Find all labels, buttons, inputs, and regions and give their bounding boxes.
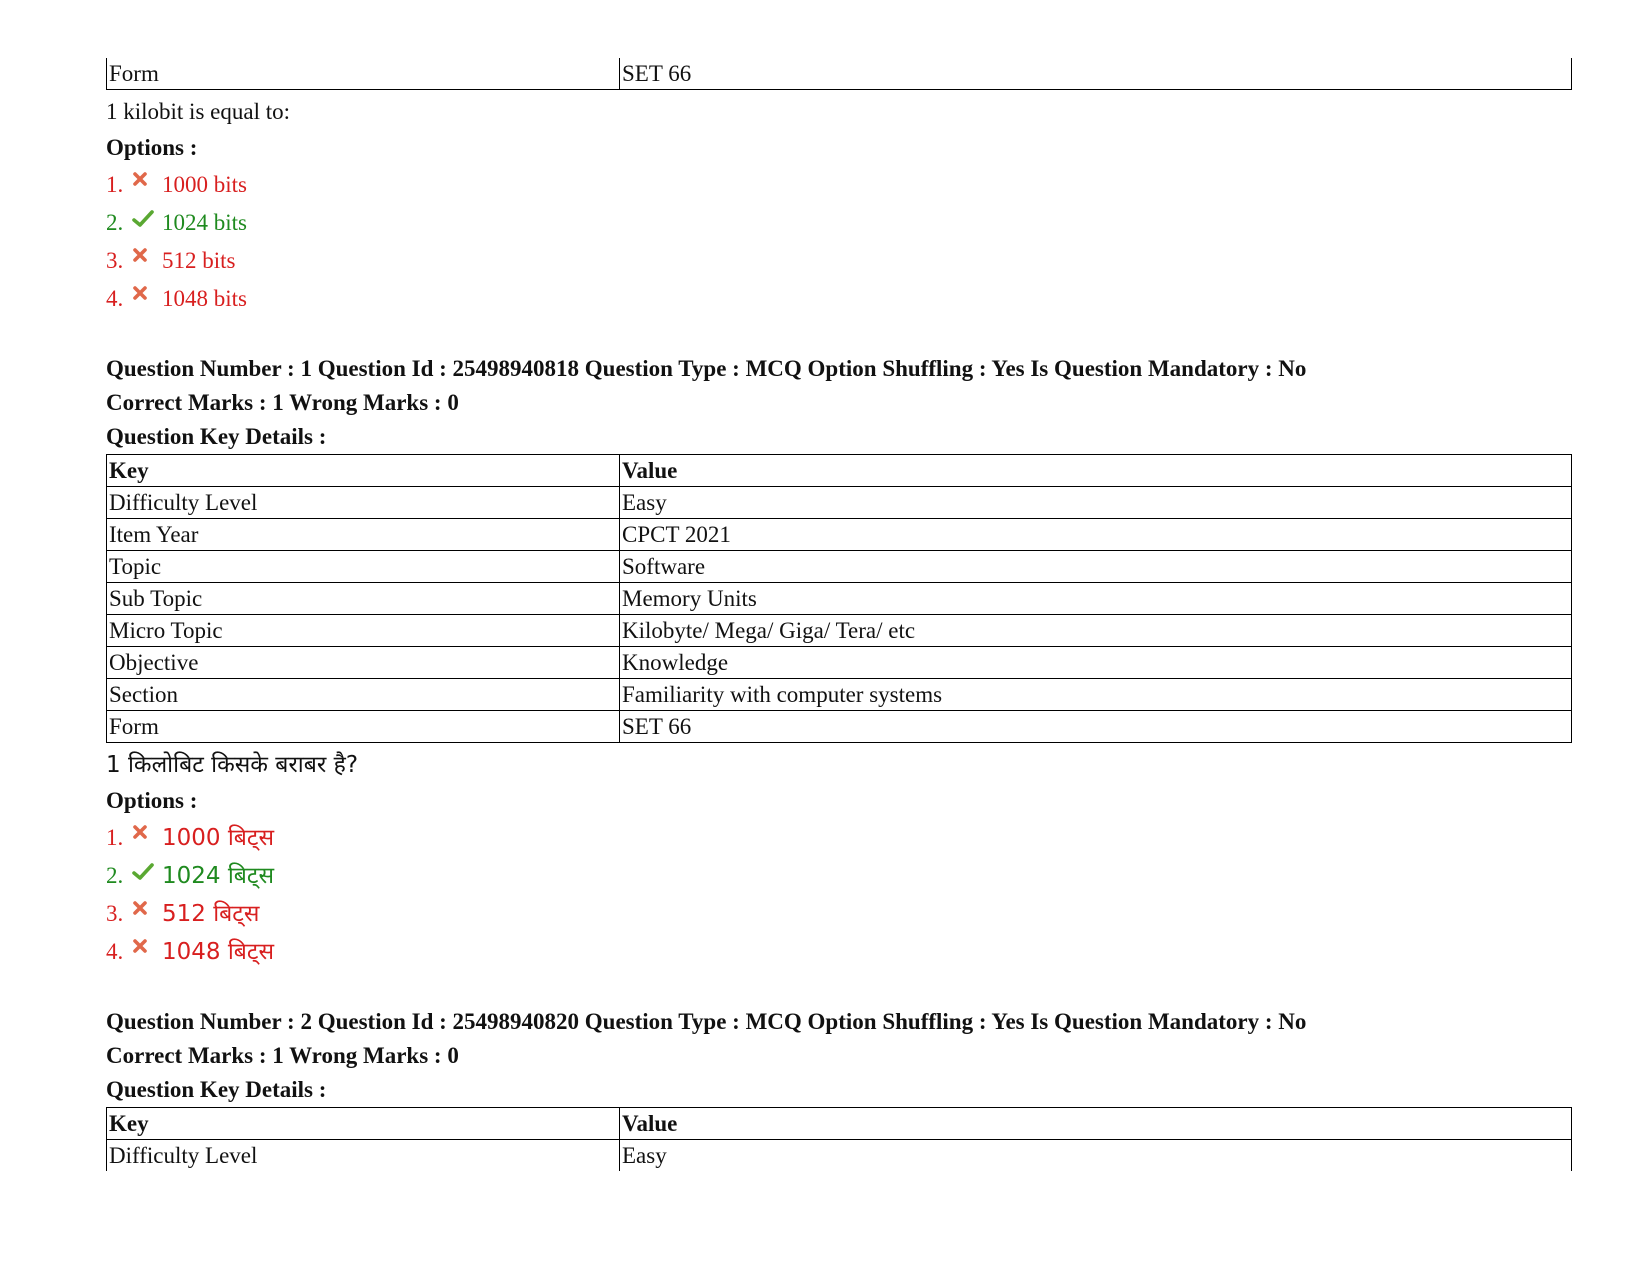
key-cell: Form: [107, 711, 620, 743]
option-item: [106, 857, 1572, 895]
cross-icon: [132, 291, 162, 307]
value-cell: Easy: [620, 1140, 1572, 1172]
table-header-row: [107, 455, 1572, 487]
option-text: 1024 बिट्स: [162, 863, 275, 889]
key-cell: Micro Topic: [107, 615, 620, 647]
document-page: [106, 58, 1572, 1171]
value-cell: CPCT 2021: [620, 519, 1572, 551]
marks-line: Correct Marks : 1 Wrong Marks : 0: [106, 1043, 459, 1068]
prev-key-table-tail: [106, 58, 1572, 90]
option-item: [106, 204, 1572, 242]
marks-line: Correct Marks : 1 Wrong Marks : 0: [106, 390, 459, 415]
option-number: 2.: [106, 863, 124, 888]
table-row: [107, 1140, 1572, 1172]
key-cell: Form: [107, 58, 620, 90]
key-details-label: Question Key Details :: [106, 1077, 327, 1102]
question-meta: [106, 1005, 1572, 1107]
question-header-line: Question Number : 2 Question Id : 25498940820 Question Type : MCQ Option Shuffling : Yes Is Question Mandatory : No: [106, 1009, 1307, 1034]
option-number: 3.: [106, 901, 124, 926]
value-cell: SET 66: [620, 711, 1572, 743]
cross-icon: [132, 906, 162, 922]
cross-icon: [132, 177, 162, 193]
cross-icon: [132, 830, 162, 846]
value-cell: Familiarity with computer systems: [620, 679, 1572, 711]
key-cell: Topic: [107, 551, 620, 583]
option-text: 512 bits: [162, 248, 236, 273]
check-icon: [132, 214, 162, 232]
key-cell: Item Year: [107, 519, 620, 551]
option-number: 1.: [106, 825, 124, 850]
key-cell: Difficulty Level: [107, 487, 620, 519]
option-text: 1024 bits: [162, 210, 247, 235]
option-text: 1000 bits: [162, 172, 247, 197]
option-item: [106, 242, 1572, 280]
cross-icon: [132, 944, 162, 960]
options-label: Options :: [106, 788, 198, 813]
value-cell: Memory Units: [620, 583, 1572, 615]
value-cell: SET 66: [620, 58, 1572, 90]
options-list: [106, 166, 1572, 318]
option-text: 512 बिट्स: [162, 901, 260, 927]
table-row: [107, 487, 1572, 519]
key-details-label: Question Key Details :: [106, 424, 327, 449]
table-row: [107, 58, 1572, 90]
value-cell: Kilobyte/ Mega/ Giga/ Tera/ etc: [620, 615, 1572, 647]
value-cell: Knowledge: [620, 647, 1572, 679]
option-item: [106, 933, 1572, 971]
options-list: [106, 819, 1572, 971]
value-header: Value: [620, 1108, 1572, 1140]
options-label: Options :: [106, 135, 198, 160]
key-cell: Difficulty Level: [107, 1140, 620, 1172]
check-icon: [132, 867, 162, 885]
option-number: 1.: [106, 172, 124, 197]
table-row: [107, 583, 1572, 615]
question-header-line: Question Number : 1 Question Id : 25498940818 Question Type : MCQ Option Shuffling : Yes Is Question Mandatory : No: [106, 356, 1307, 381]
option-text: 1048 bits: [162, 286, 247, 311]
question-key-table: [106, 1107, 1572, 1171]
table-row: [107, 519, 1572, 551]
cross-icon: [132, 253, 162, 269]
key-header: Key: [107, 1108, 620, 1140]
table-row: [107, 711, 1572, 743]
question-text-hindi: 1 किलोबिट किसके बराबर है?: [106, 752, 359, 778]
option-number: 2.: [106, 210, 124, 235]
table-row: [107, 679, 1572, 711]
table-row: [107, 647, 1572, 679]
value-cell: Easy: [620, 487, 1572, 519]
value-header: Value: [620, 455, 1572, 487]
question-text-english: 1 kilobit is equal to:: [106, 99, 290, 124]
option-item: [106, 895, 1572, 933]
table-header-row: [107, 1108, 1572, 1140]
option-number: 4.: [106, 286, 124, 311]
option-text: 1000 बिट्स: [162, 825, 275, 851]
option-number: 4.: [106, 939, 124, 964]
option-text: 1048 बिट्स: [162, 939, 275, 965]
option-item: [106, 280, 1572, 318]
key-header: Key: [107, 455, 620, 487]
value-cell: Software: [620, 551, 1572, 583]
key-cell: Objective: [107, 647, 620, 679]
option-item: [106, 819, 1572, 857]
table-row: [107, 615, 1572, 647]
key-cell: Sub Topic: [107, 583, 620, 615]
table-row: [107, 551, 1572, 583]
key-cell: Section: [107, 679, 620, 711]
question-meta: [106, 352, 1572, 454]
option-number: 3.: [106, 248, 124, 273]
option-item: [106, 166, 1572, 204]
question-key-table: [106, 454, 1572, 743]
